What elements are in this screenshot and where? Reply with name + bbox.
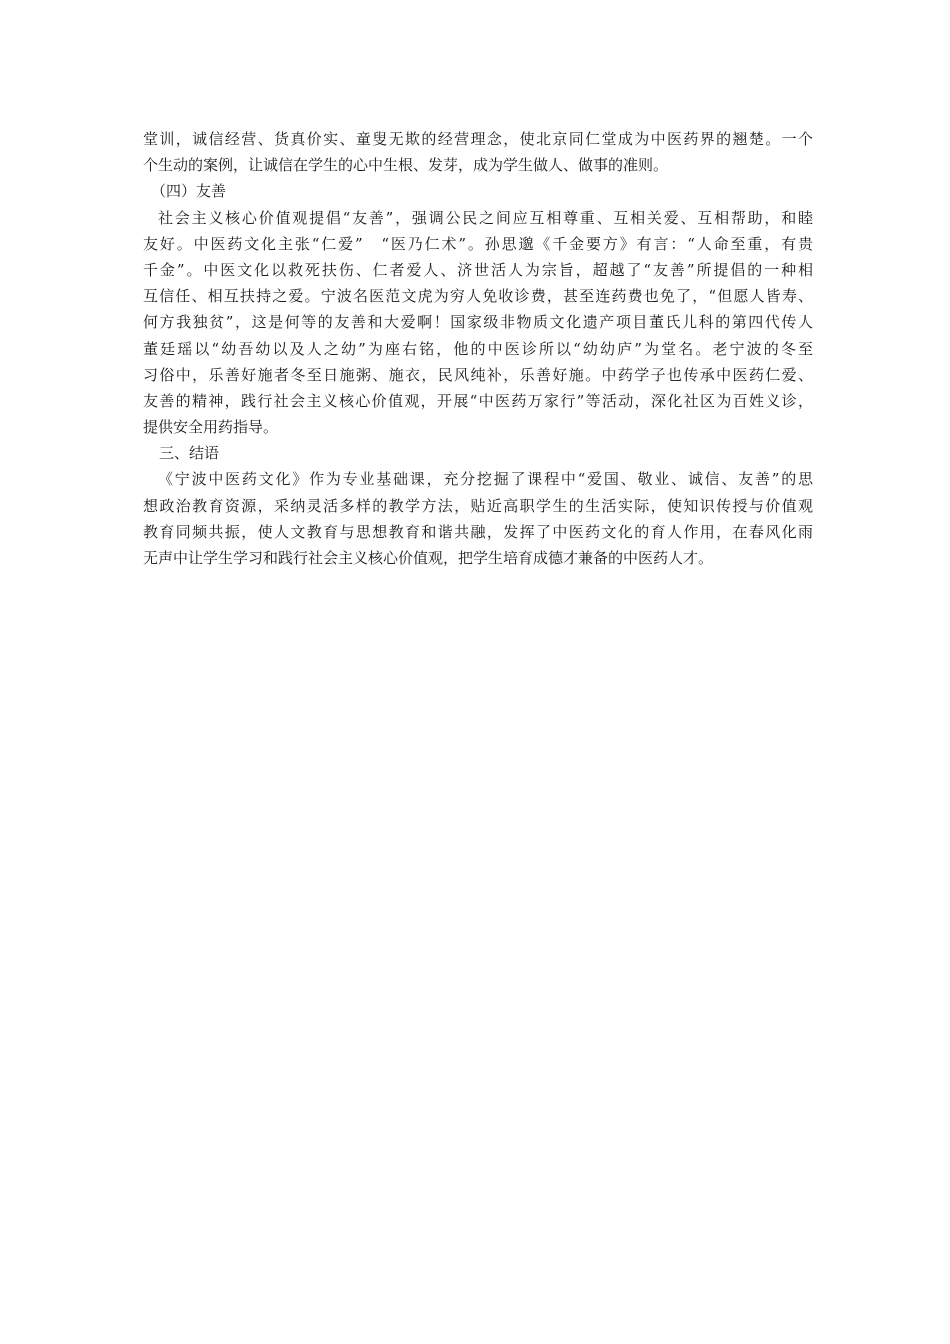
paragraph-line: 堂训，诚信经营、货真价实、童叟无欺的经营理念，使北京同仁堂成为中医药界的翘楚。一个 — [143, 130, 813, 148]
paragraph-integrity-end — [143, 126, 813, 178]
paragraph-line: 无声中让学生学习和践行社会主义核心价值观，把学生培育成德才兼备的中医药人才。 — [143, 549, 714, 567]
document-body — [143, 126, 813, 571]
paragraph-line: 千金”。中医文化以救死扶伤、仁者爱人、济世活人为宗旨，超越了“友善”所提倡的一种相 — [143, 260, 813, 279]
paragraph-line: 互信任、相互扶持之爱。宁波名医范文虎为穷人免收诊费，甚至连药费也免了，“但愿人皆寿、 — [143, 287, 813, 306]
paragraph-conclusion — [143, 466, 813, 571]
paragraph-line: 教育同频共振，使人文教育与思想教育和谐共融，发挥了中医药文化的育人作用，在春风化雨 — [143, 522, 813, 541]
paragraph-line: 董廷瑶以“幼吾幼以及人之幼”为座右铭，他的中医诊所以“幼幼庐”为堂名。老宁波的冬至 — [143, 339, 813, 358]
paragraph-line: 提供安全用药指导。 — [143, 418, 279, 437]
paragraph-friendliness — [143, 205, 813, 441]
paragraph-line: 想政治教育资源，采纳灵活多样的教学方法，贴近高职学生的生活实际，使知识传授与价值观 — [143, 496, 813, 515]
paragraph-line: 社会主义核心价值观提倡“友善”，强调公民之间应互相尊重、互相关爱、互相帮助，和睦 — [158, 208, 813, 227]
paragraph-line: 《宁波中医药文化》作为专业基础课，充分挖掘了课程中“爱国、敬业、诚信、友善”的思 — [158, 470, 813, 489]
paragraph-line: 习俗中，乐善好施者冬至日施粥、施衣，民风纯补，乐善好施。中药学子也传承中医药仁爱、 — [143, 365, 813, 384]
paragraph-line: 友好。中医药文化主张“仁爱” “医乃仁术”。孙思邈《千金要方》有言：“人命至重，有贵 — [143, 234, 813, 253]
section-heading-friendliness: （四）友善 — [151, 182, 227, 201]
paragraph-line: 个生动的案例，让诚信在学生的心中生根、发芽，成为学生做人、做事的准则。 — [143, 156, 669, 175]
paragraph-line: 何方我独贫”，这是何等的友善和大爱啊！国家级非物质文化遗产项目董氏儿科的第四代传人 — [143, 313, 813, 332]
paragraph-line: 友善的精神，践行社会主义核心价值观，开展“中医药万家行”等活动，深化社区为百姓义诊， — [143, 391, 813, 410]
section-heading-conclusion: 三、结语 — [159, 444, 220, 463]
